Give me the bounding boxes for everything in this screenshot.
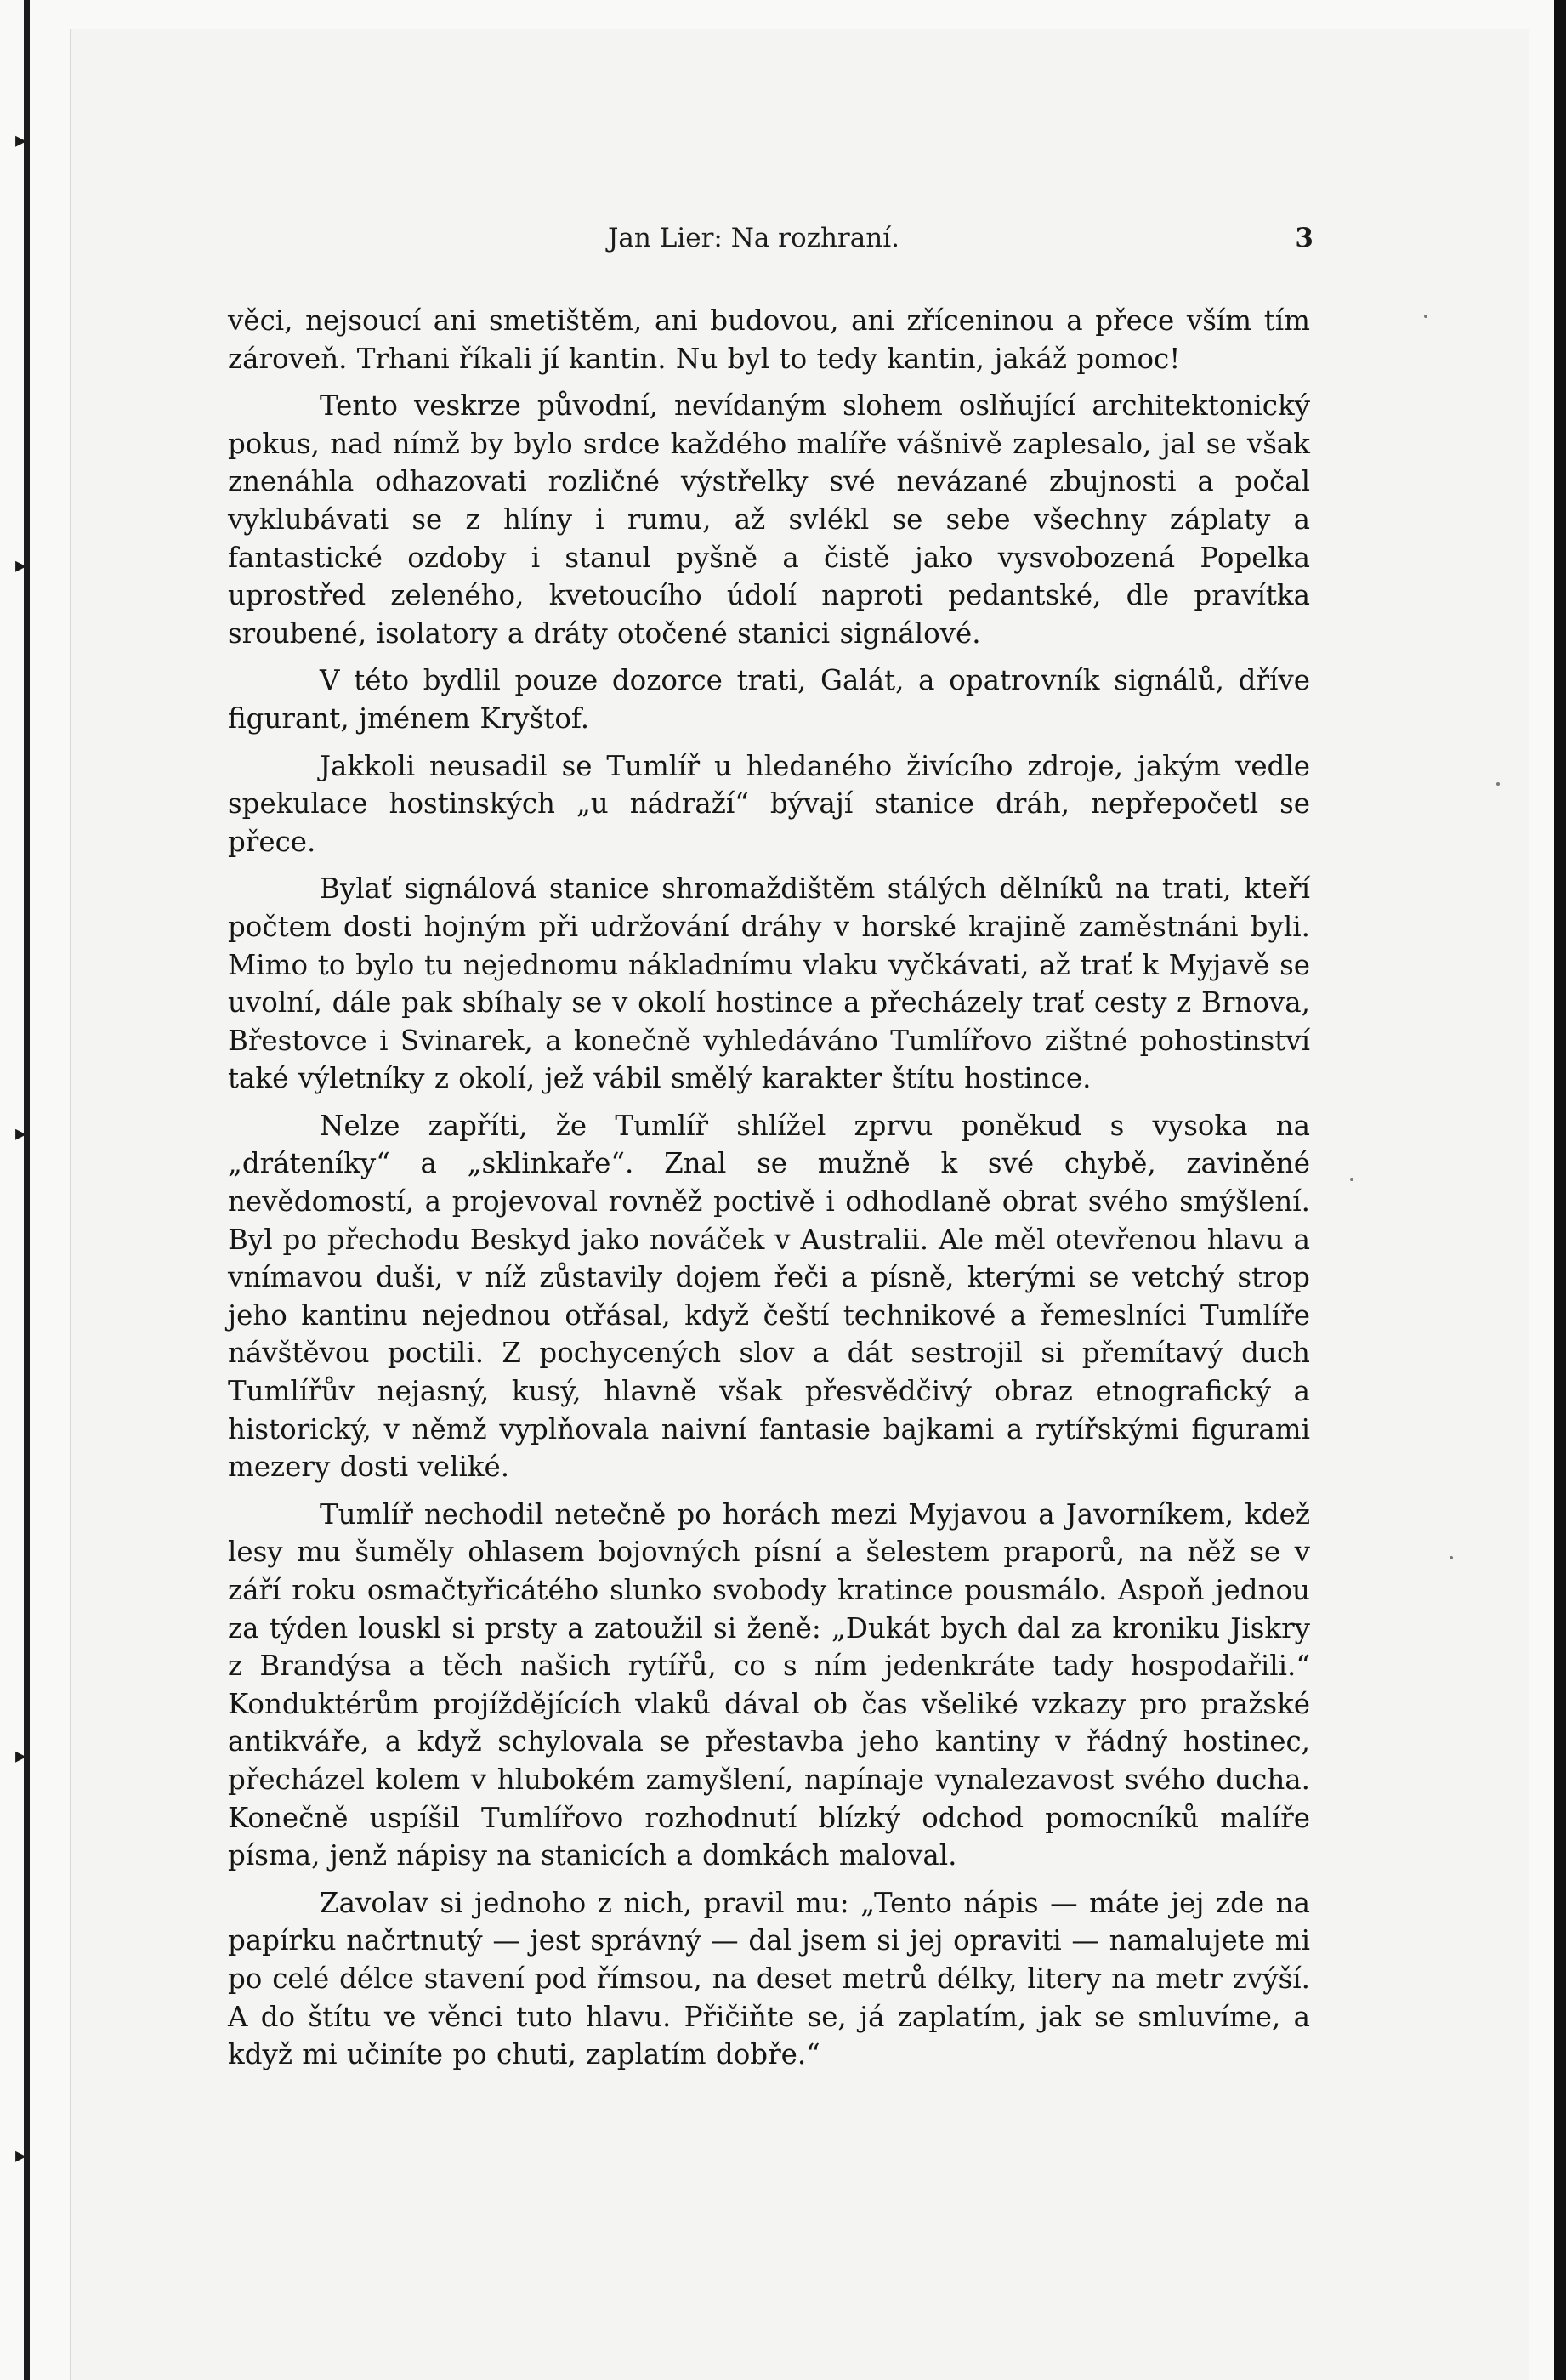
paragraph: Jakkoli neusadil se Tumlíř u hledaného živícího zdroje, jakým vedle spekulace hostinských „u nádraží“ bývají stanice dráh, nepřepočetl se přece. xyxy=(228,749,1310,858)
binding-arrow-icon: ▸ xyxy=(15,1743,27,1769)
page-number: 3 xyxy=(1295,223,1314,253)
paragraph: Tumlíř nechodil netečně po horách mezi Myjavou a Javorníkem, kdež lesy mu šuměly ohlasem bojovných písní a šelestem praporů, na něž se v září roku osmačtyřicátého slunko svobody kratince pousmálo. Aspoň jednou za týden louskl si prsty a zatoužil si ženě: „Dukát bych dal za kroniku Jiskry z Brandýsa a těch našich rytířů, co s ním jedenkráte tady hospodařili.“ Konduktérům projíždějících vlaků dával ob čas všeliké vzkazy pro pražské antikváře, a když schylovala se přestavba jeho kantiny v řádný hostinec, přecházel kolem v hlubokém zamyšlení, napínaje vynalezavost svého ducha. Konečně uspíšil Tumlířovo rozhodnutí blízký odchod pomocníků malíře písma, jenž nápisy na stanicích a domkách maloval. xyxy=(228,1497,1310,1872)
binding-arrow-icon: ▸ xyxy=(15,553,27,578)
scan-speck xyxy=(1424,315,1427,318)
paragraph: Tento veskrze původní, nevídaným slohem oslňující architektonický pokus, nad nímž by bylo srdce každého malíře vášnivě zaplesalo, jal se však znenáhla odhazovati rozličné výstřelky své nevázané zbujnosti a počal vyklubávati se z hlíny i rumu, až svlékl se sebe všechny záplaty a fantastické ozdoby i stanul pyšně a čistě jako vysvobozená Popelka uprostřed zeleného, kvetoucího údolí naproti pedantské, dle pravítka sroubené, isolatory a dráty otočené stanici signálové. xyxy=(228,389,1310,650)
paragraph: Nelze zapříti, že Tumlíř shlížel zprvu poněkud s vysoka na „dráteníky“ a „sklinkaře“. Znal se mužně k své chybě, zaviněné nevědomostí, a projevoval rovněž poctivě i odhodlaně obrat svého smýšlení. Byl po přechodu Beskyd jako nováček v Australii. Ale měl otevřenou hlavu a vnímavou duši, v níž zůstavily dojem řeči a písně, kterými se vetchý strop jeho kantinu nejednou otřásal, když čeští technikové a řemeslníci Tumlíře návštěvou poctili. Z pochycených slov a dát sestrojil si přemítavý duch Tumlířův nejasný, kusý, hlavně však přesvědčivý obraz etnografický a historický, v němž vyplňovala naivní fantasie bajkami a rytířskými figurami mezery dosti veliké. xyxy=(228,1109,1310,1484)
scan-speck xyxy=(1496,782,1500,786)
text-body xyxy=(228,302,1310,2083)
scan-speck xyxy=(1450,1556,1453,1559)
binding-arrow-icon: ▸ xyxy=(15,2143,27,2168)
running-title: Jan Lier: Na rozhraní. xyxy=(608,223,899,253)
paragraph: V této bydlil pouze dozorce trati, Galát, a opatrovník signálů, dříve figurant, jménem Kryštof. xyxy=(228,664,1310,735)
scan-right-border xyxy=(1554,0,1566,2380)
binding-arrow-icon: ▸ xyxy=(15,128,27,153)
running-header xyxy=(221,219,1314,257)
binding-arrow-icon: ▸ xyxy=(15,1121,27,1146)
paragraph: Zavolav si jednoho z nich, pravil mu: „Tento nápis — máte jej zde na papírku načrtnutý — jest správný — dal jsem si jej opraviti — namalujete mi po celé délce stavení pod římsou, na deset metrů délky, litery na metr zvýší. A do štítu ve věnci tuto hlavu. Přičiňte se, já zaplatím, jak se smluvíme, a když mi učiníte po chuti, zaplatím dobře.“ xyxy=(228,1886,1310,2071)
paragraph: Bylať signálová stanice shromaždištěm stálých dělníků na trati, kteří počtem dosti hojným při udržování dráhy v horské krajině zaměstnáni byli. Mimo to bylo tu nejednomu nákladnímu vlaku vyčkávati, až trať k Myjavě se uvolní, dále pak sbíhaly se v okolí hostince a přecházely trať cesty z Brnova, Břestovce i Svinarek, a konečně vyhledáváno Tumlířovo zištné pohostinství také výletníky z okolí, jež vábil smělý karakter štítu hostince. xyxy=(228,872,1310,1095)
paragraph: věci, nejsoucí ani smetištěm, ani budovou, ani zříceninou a přece vším tím zároveň. Trhani říkali jí kantin. Nu byl to tedy kantin, jakáž pomoc! xyxy=(228,304,1310,375)
scan-speck xyxy=(1350,1178,1353,1181)
binding-edge xyxy=(24,0,30,2380)
